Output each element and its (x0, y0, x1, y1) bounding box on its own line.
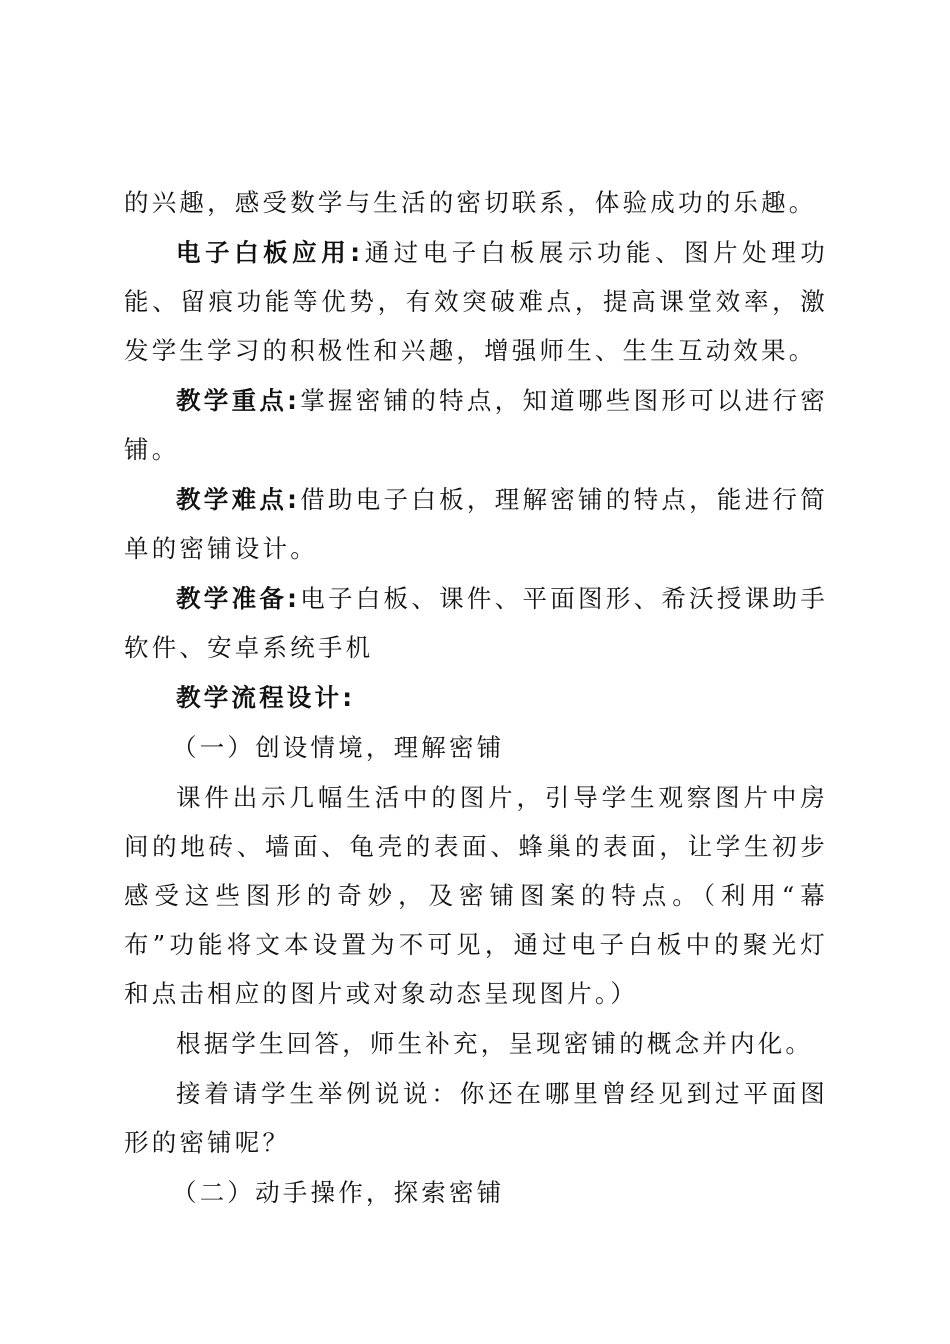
teaching-preparation-label: 教学准备: (176, 584, 301, 613)
paragraph-teaching-flow (124, 673, 828, 722)
paragraph-text: 根据学生回答，师生补充，呈现密铺的概念并内化。 (176, 1029, 814, 1058)
paragraph-teaching-focus (124, 376, 828, 474)
document-page (124, 178, 828, 1217)
paragraph-interest (124, 178, 828, 227)
paragraph-text: 接着请学生举例说说：你还在哪里曾经见到过平面图形的密铺呢？ (124, 1079, 828, 1157)
teaching-focus-text: 掌握密铺的特点，知道哪些图形可以进行密铺。 (124, 386, 828, 464)
teaching-difficulty-label: 教学难点: (176, 485, 301, 514)
teaching-preparation-text: 电子白板、课件、平面图形、希沃授课助手软件、安卓系统手机 (124, 584, 828, 662)
teaching-focus-label: 教学重点: (176, 386, 301, 415)
paragraph-courseware (124, 773, 828, 1018)
paragraph-examples (124, 1069, 828, 1167)
section-heading-2 (124, 1168, 828, 1217)
paragraph-teaching-difficulty (124, 475, 828, 573)
whiteboard-application-label: 电子白板应用: (176, 238, 364, 267)
section-heading-1 (124, 723, 828, 772)
paragraph-text: 的兴趣，感受数学与生活的密切联系，体验成功的乐趣。 (124, 188, 817, 217)
section-heading-text: （二）动手操作，探索密铺 (172, 1178, 505, 1207)
whiteboard-application-text: 通过电子白板展示功能、图片处理功能、留痕功能等优势，有效突破难点，提高课堂效率，激发学生学习的积极性和兴趣，增强师生、生生互动效果。 (124, 238, 829, 365)
paragraph-student-answers (124, 1019, 828, 1068)
paragraph-whiteboard-application (124, 228, 828, 375)
section-heading-text: （一）创设情境，理解密铺 (172, 733, 505, 762)
teaching-difficulty-text: 借助电子白板，理解密铺的特点，能进行简单的密铺设计。 (124, 485, 828, 563)
paragraph-text: 课件出示几幅生活中的图片，引导学生观察图片中房间的地砖、墙面、龟壳的表面、蜂巢的表面，让学生初步感受这些图形的奇妙，及密铺图案的特点。（利用“幕布”功能将文本设置为不可见，通过电子白板中的聚光灯和点击相应的图片或对象动态呈现图片。） (124, 783, 828, 1008)
paragraph-teaching-preparation (124, 574, 828, 672)
teaching-flow-label: 教学流程设计: (176, 683, 356, 712)
